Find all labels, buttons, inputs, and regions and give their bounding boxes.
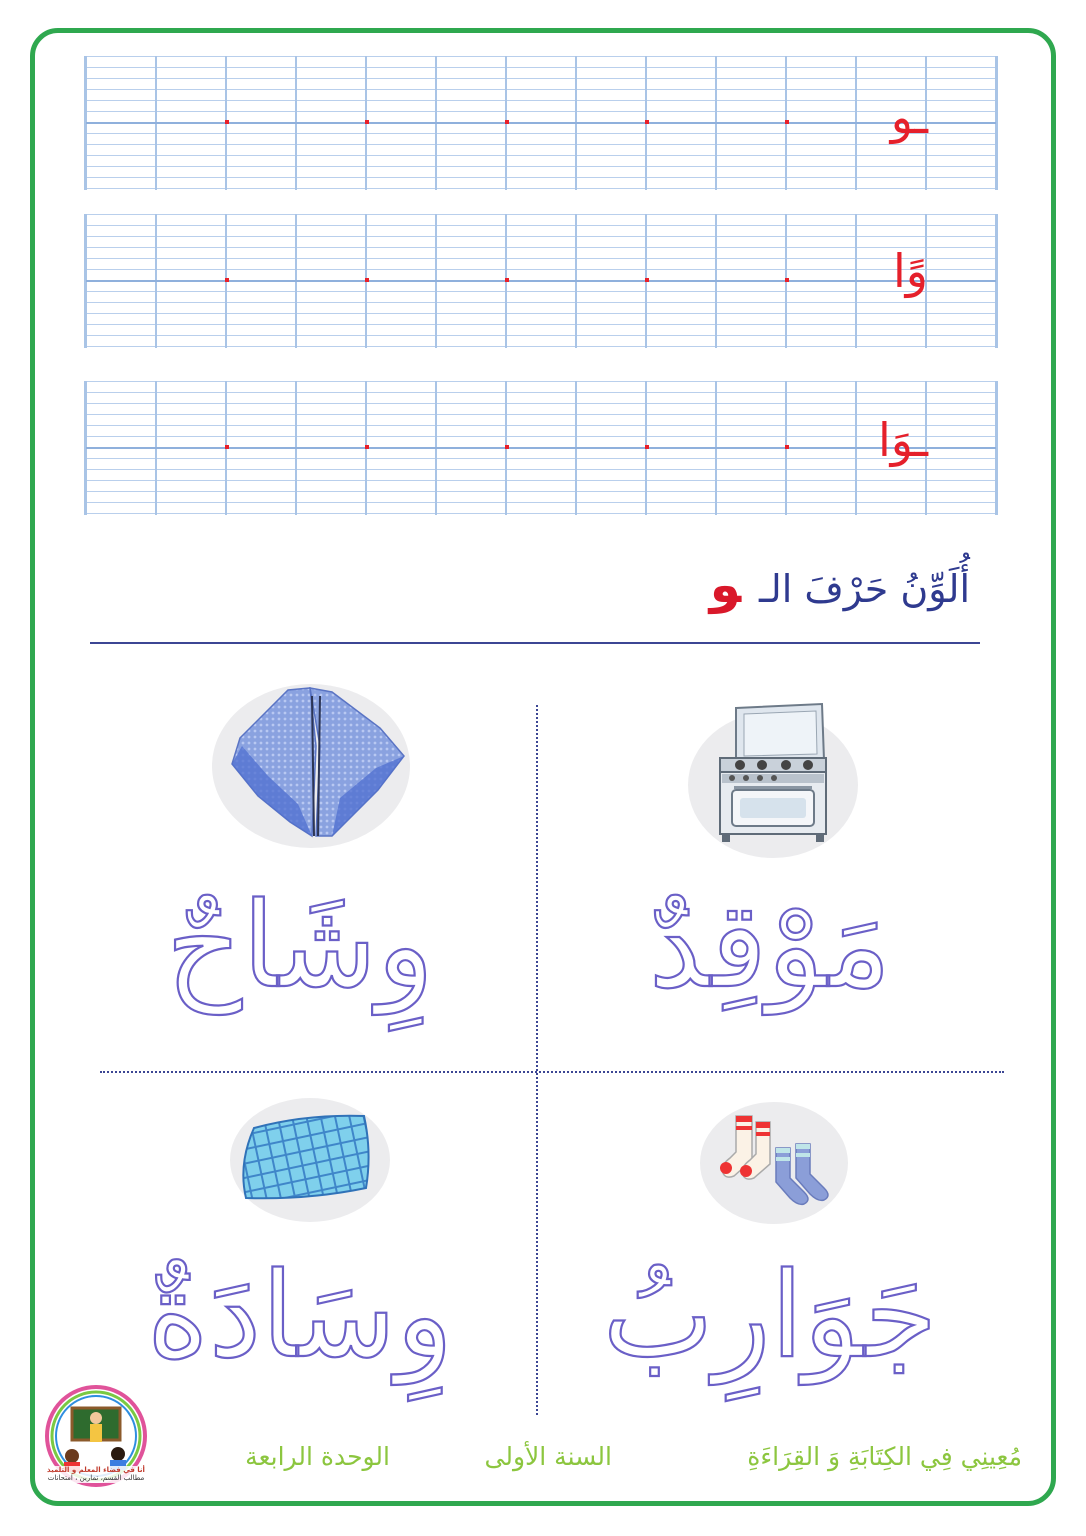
grid-baseline <box>86 122 996 124</box>
start-dot <box>645 120 649 124</box>
start-dot <box>225 278 229 282</box>
pillow-icon <box>232 1108 382 1204</box>
start-dot <box>785 445 789 449</box>
word-wisada: وِسَادَةٌ <box>146 1246 454 1384</box>
logo-subtitle: مطالب القسم، تمارين ، امتحانات <box>47 1474 145 1483</box>
instruction-text: أُلَوِّنُ حَرْفَ الـ <box>759 567 970 611</box>
stove-icon <box>710 700 830 846</box>
start-dot <box>645 445 649 449</box>
start-dot <box>505 278 509 282</box>
horizontal-divider <box>100 1071 1004 1073</box>
start-dot <box>785 120 789 124</box>
start-dot <box>505 120 509 124</box>
logo-title: أنا في فضاء المعلم و التلميذ <box>47 1466 145 1474</box>
start-dot <box>225 445 229 449</box>
model-letter: ـو <box>890 90 928 144</box>
start-dot <box>785 278 789 282</box>
model-letter: ـوَا <box>877 413 928 467</box>
start-dot <box>365 278 369 282</box>
word-jawarib: جَوَارِبُ <box>602 1246 938 1384</box>
vertical-divider <box>536 705 538 1415</box>
model-letter: وًا <box>893 244 928 298</box>
word-mawqid: مَوْقِدٌ <box>648 876 892 1014</box>
writing-grid-3[interactable] <box>84 381 998 515</box>
word-wishah: وِشَاحٌ <box>166 876 434 1014</box>
footer-unit: الوحدة الرابعة <box>245 1442 390 1471</box>
start-dot <box>225 120 229 124</box>
divider-line <box>90 642 980 644</box>
logo-caption <box>44 1466 148 1483</box>
start-dot <box>365 120 369 124</box>
writing-grid-2[interactable] <box>84 214 998 348</box>
footer-grade: السنة الأولى <box>484 1442 612 1471</box>
start-dot <box>365 445 369 449</box>
instruction <box>710 556 970 614</box>
footer-book-title: مُعِينِي فِي الكِتَابَةِ وَ القِرَاءَةِ <box>747 1442 1022 1471</box>
start-dot <box>505 445 509 449</box>
grid-baseline <box>86 447 996 449</box>
grid-baseline <box>86 280 996 282</box>
socks-icon <box>716 1108 836 1208</box>
instruction-letter: و <box>709 556 742 614</box>
start-dot <box>645 278 649 282</box>
writing-grid-1[interactable] <box>84 56 998 190</box>
scarf-icon <box>228 686 408 850</box>
